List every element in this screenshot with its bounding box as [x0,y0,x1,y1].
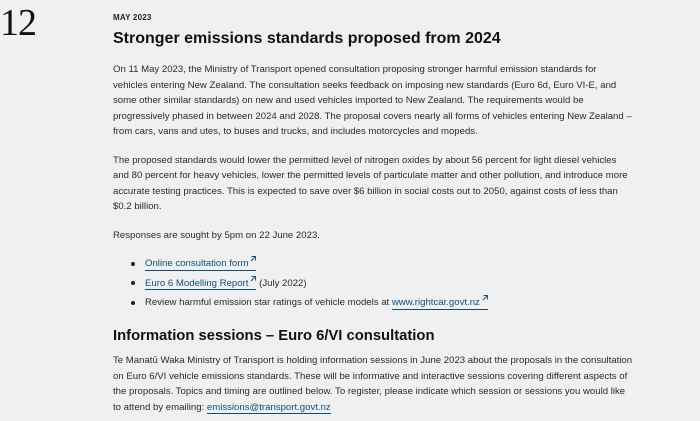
resource-links-list [113,257,633,309]
section-number: 12 [0,2,36,44]
rightcar-prefix-text: Review harmful emission star ratings of vehicle models at [145,297,392,308]
external-link-icon [481,295,488,302]
list-item [131,296,633,309]
article-title: Stronger emissions standards proposed from 2024 [113,30,501,47]
article-date: MAY 2023 [113,13,152,22]
list-item [131,277,633,290]
email-link[interactable]: emissions@transport.govt.nz [206,401,331,413]
information-sessions-text: Te Manatū Waka Ministry of Transport is holding information sessions in June 2023 about the proposals in the consultation on Euro 6/VI vehicle emissions standards. These will be informative and interactive sessions covering different aspects of the proposals. Topics and timing are outlined below. To register, please indicate which session or sessions you would like to attend by emailing: [113,355,633,413]
paragraph-deadline: Responses are sought by 5pm on 22 June 2023. [113,229,320,241]
bullet-dot [131,281,135,285]
paragraph-information-sessions [113,353,633,415]
article [113,0,633,415]
link-text: Euro 6 Modelling Report [145,277,249,289]
online-consultation-form-link[interactable] [145,258,256,271]
external-link-icon [249,256,256,263]
paragraph-proposed-standards: The proposed standards would lower the permitted level of nitrogen oxides by about 56 percent for light diesel vehicles and 80 percent for heavy vehicles, lower the permitted levels of particulate matter and other pollution, and introduce more accurate testing practices. This is expected to save over $6 billion in social costs out to 2050, against costs of less than $0.2 billion. [113,154,628,212]
list-item [131,257,633,270]
report-date-note: (July 2022) [256,277,307,289]
section-title-information-sessions: Information sessions – Euro 6/VI consultation [113,328,435,344]
paragraph-consultation: On 11 May 2023, the Ministry of Transport opened consultation proposing stronger harmful emission standards for vehicles entering New Zealand. The consultation seeks feedback on imposing new standards (Euro 6d, Euro VI-E, and some other similar standards) on new and used vehicles imported to New Zealand. The requirements would be progressively phased in between 2024 and 2028. The proposal covers nearly all forms of vehicles entering New Zealand – from cars, vans and utes, to buses and trucks, and includes motorcycles and mopeds. [113,64,632,137]
bullet-dot [131,262,135,266]
link-text: Online consultation form [145,258,249,269]
rightcar-link[interactable] [392,297,488,310]
bullet-dot [131,301,135,305]
euro6-modelling-report-link[interactable] [145,278,256,291]
link-text: www.rightcar.govt.nz [391,297,480,308]
